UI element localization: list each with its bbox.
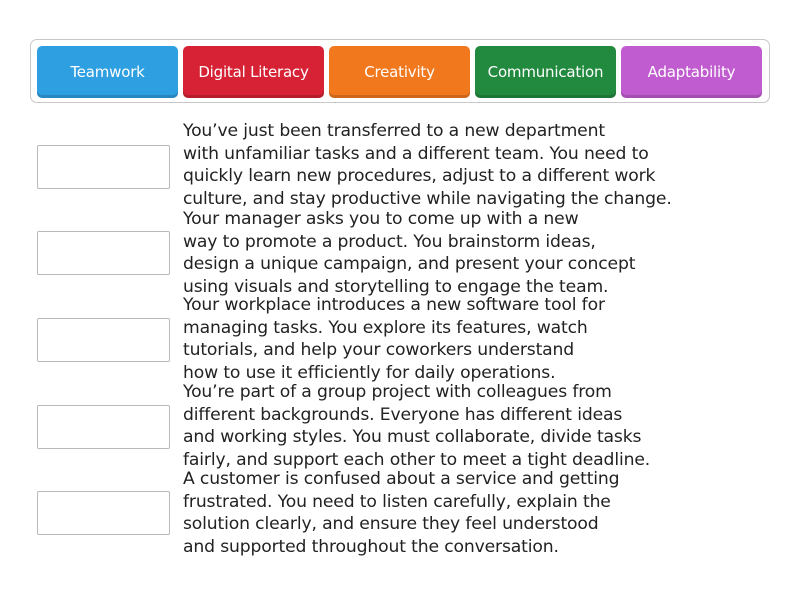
- answer-drop-box-1[interactable]: [37, 145, 170, 189]
- scenario-text-2: Your manager asks you to come up with a new way to promote a product. You brainstorm ideas, design a unique campaign, and present your concept using visuals and storytelling to engage the team.: [183, 209, 636, 297]
- tile-teamwork[interactable]: Teamwork: [37, 46, 178, 98]
- scenario-text-1: You’ve just been transferred to a new department with unfamiliar tasks and a different team. You need to quickly learn new procedures, adjust to a different work culture, and stay productive while navigating the change.: [183, 121, 672, 209]
- answer-drop-box-4[interactable]: [37, 405, 170, 449]
- tile-creativity[interactable]: Creativity: [329, 46, 470, 98]
- answer-tile-tray: [30, 39, 770, 103]
- answer-drop-box-5[interactable]: [37, 491, 170, 535]
- tile-communication[interactable]: Communication: [475, 46, 616, 98]
- tile-adaptability[interactable]: Adaptability: [621, 46, 762, 98]
- answer-drop-box-2[interactable]: [37, 231, 170, 275]
- answer-drop-box-3[interactable]: [37, 318, 170, 362]
- tile-digital-literacy[interactable]: Digital Literacy: [183, 46, 324, 98]
- scenario-text-4: You’re part of a group project with colleagues from different backgrounds. Everyone has different ideas and working styles. You must collaborate, divide tasks fairly, and support each other to meet a tight deadline.: [183, 382, 651, 470]
- scenario-text-5: A customer is confused about a service and getting frustrated. You need to listen carefully, explain the solution clearly, and ensure they feel understood and supported throughout the conversation.: [183, 469, 620, 557]
- scenario-text-3: Your workplace introduces a new software tool for managing tasks. You explore its features, watch tutorials, and help your coworkers understand how to use it efficiently for daily operations.: [183, 295, 605, 383]
